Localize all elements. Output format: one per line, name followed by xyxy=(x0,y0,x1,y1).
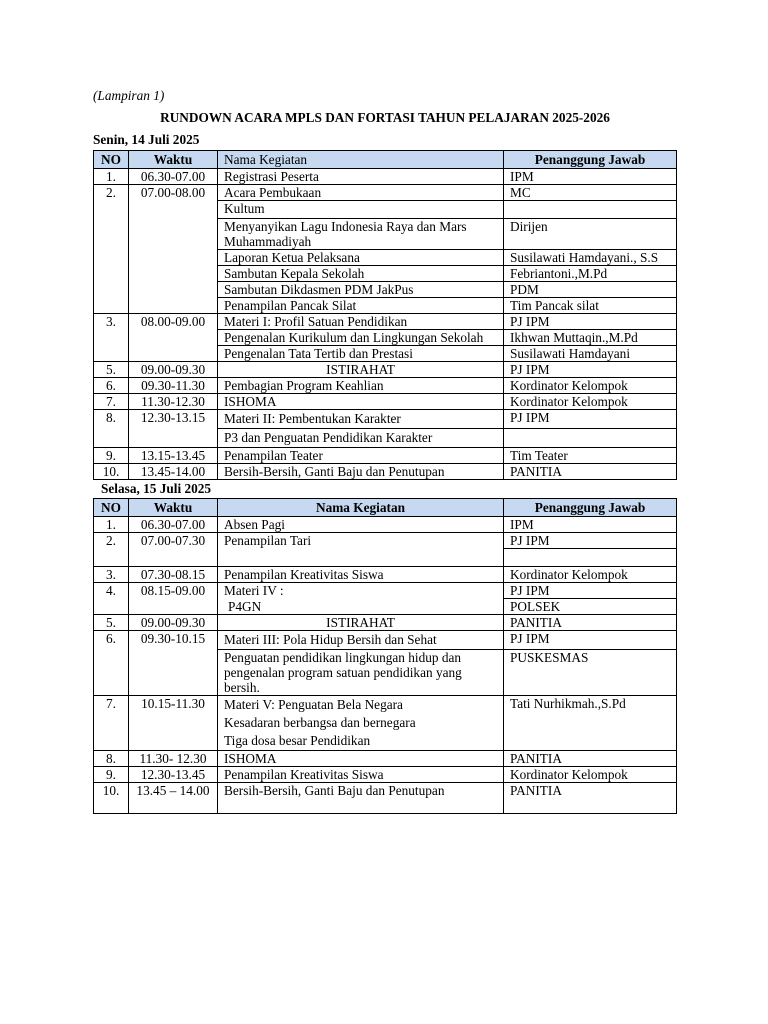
table-row xyxy=(94,767,677,783)
table-header-row xyxy=(94,499,677,517)
cell-no: 6. xyxy=(94,631,129,696)
table-row xyxy=(94,378,677,394)
kegiatan-line: Kesadaran berbangsa dan bernegara xyxy=(224,715,416,730)
kegiatan-line: Materi V: Penguatan Bela Negara xyxy=(224,697,403,712)
table-row xyxy=(94,185,677,201)
cell-waktu: 09.00-09.30 xyxy=(129,362,218,378)
table-header-row xyxy=(94,151,677,169)
cell-pj: Ikhwan Muttaqin.,M.Pd xyxy=(504,330,677,346)
table-row xyxy=(94,696,677,751)
table-row xyxy=(94,533,677,549)
cell-no: 7. xyxy=(94,394,129,410)
cell-no: 6. xyxy=(94,378,129,394)
table-row xyxy=(94,410,677,429)
cell-waktu: 07.00-07.30 xyxy=(129,533,218,567)
cell-no: 5. xyxy=(94,362,129,378)
table-row xyxy=(94,583,677,599)
table-row xyxy=(94,464,677,480)
header-kegiatan: Nama Kegiatan xyxy=(218,499,504,517)
cell-no: 5. xyxy=(94,615,129,631)
cell-pj: Susilawati Hamdayani xyxy=(504,346,677,362)
cell-pj: PJ IPM xyxy=(504,410,677,429)
cell-pj: Febriantoni.,M.Pd xyxy=(504,266,677,282)
cell-pj: MC xyxy=(504,185,677,201)
cell-pj: Kordinator Kelompok xyxy=(504,767,677,783)
cell-pj: IPM xyxy=(504,169,677,185)
table-row xyxy=(94,517,677,533)
cell-no: 2. xyxy=(94,185,129,314)
schedule-table-day1 xyxy=(93,150,677,480)
header-waktu: Waktu xyxy=(129,151,218,169)
cell-kegiatan: Laporan Ketua Pelaksana xyxy=(218,250,504,266)
table-row xyxy=(94,567,677,583)
document-title: RUNDOWN ACARA MPLS DAN FORTASI TAHUN PELAJARAN 2025-2026 xyxy=(160,110,610,125)
cell-kegiatan: ISTIRAHAT xyxy=(218,362,504,378)
cell-kegiatan: P4GN xyxy=(218,599,504,615)
cell-pj: PANITIA xyxy=(504,464,677,480)
cell-waktu: 09.30-10.15 xyxy=(129,631,218,696)
cell-kegiatan: Materi IV : xyxy=(218,583,504,599)
cell-pj: PJ IPM xyxy=(504,362,677,378)
cell-pj: Kordinator Kelompok xyxy=(504,394,677,410)
schedule-table-day2 xyxy=(93,498,677,814)
table-row xyxy=(94,631,677,650)
cell-no: 10. xyxy=(94,464,129,480)
table-row xyxy=(94,783,677,814)
cell-pj-empty xyxy=(504,549,677,567)
header-waktu: Waktu xyxy=(129,499,218,517)
cell-pj: PANITIA xyxy=(504,615,677,631)
cell-pj xyxy=(504,201,677,219)
cell-waktu: 07.00-08.00 xyxy=(129,185,218,314)
cell-kegiatan: ISHOMA xyxy=(218,394,504,410)
cell-waktu: 07.30-08.15 xyxy=(129,567,218,583)
cell-pj: PJ IPM xyxy=(504,631,677,650)
cell-kegiatan: Bersih-Bersih, Ganti Baju dan Penutupan xyxy=(218,783,504,814)
cell-no: 7. xyxy=(94,696,129,751)
cell-kegiatan: Penampilan Teater xyxy=(218,448,504,464)
cell-pj: PJ IPM xyxy=(504,533,677,549)
cell-pj: Tati Nurhikmah.,S.Pd xyxy=(504,696,677,751)
cell-kegiatan: Penampilan Kreativitas Siswa xyxy=(218,567,504,583)
table-row xyxy=(94,751,677,767)
cell-waktu: 13.15-13.45 xyxy=(129,448,218,464)
cell-pj: Tim Pancak silat xyxy=(504,298,677,314)
cell-no: 8. xyxy=(94,410,129,448)
table-row xyxy=(94,448,677,464)
cell-waktu: 09.00-09.30 xyxy=(129,615,218,631)
header-kegiatan: Nama Kegiatan xyxy=(218,151,504,169)
cell-waktu: 09.30-11.30 xyxy=(129,378,218,394)
cell-kegiatan: Sambutan Kepala Sekolah xyxy=(218,266,504,282)
cell-pj: Susilawati Hamdayani., S.S xyxy=(504,250,677,266)
cell-pj: PANITIA xyxy=(504,783,677,814)
cell-pj: Kordinator Kelompok xyxy=(504,567,677,583)
cell-kegiatan: Materi I: Profil Satuan Pendidikan xyxy=(218,314,504,330)
cell-pj: Kordinator Kelompok xyxy=(504,378,677,394)
cell-kegiatan: Registrasi Peserta xyxy=(218,169,504,185)
cell-pj xyxy=(504,429,677,448)
table-row xyxy=(94,394,677,410)
day1-heading: Senin, 14 Juli 2025 xyxy=(93,132,200,147)
header-no: NO xyxy=(94,499,129,517)
cell-kegiatan xyxy=(218,696,504,751)
cell-no: 10. xyxy=(94,783,129,814)
cell-kegiatan: ISHOMA xyxy=(218,751,504,767)
cell-no: 9. xyxy=(94,767,129,783)
cell-kegiatan: Pengenalan Tata Tertib dan Prestasi xyxy=(218,346,504,362)
cell-kegiatan: ISTIRAHAT xyxy=(218,615,504,631)
cell-pj: Tim Teater xyxy=(504,448,677,464)
cell-kegiatan: Penampilan Kreativitas Siswa xyxy=(218,767,504,783)
header-pj: Penanggung Jawab xyxy=(504,151,677,169)
cell-waktu: 08.15-09.00 xyxy=(129,583,218,615)
table-row xyxy=(94,169,677,185)
cell-waktu: 13.45-14.00 xyxy=(129,464,218,480)
header-no: NO xyxy=(94,151,129,169)
day2-heading: Selasa, 15 Juli 2025 xyxy=(101,481,212,496)
cell-pj: PDM xyxy=(504,282,677,298)
cell-kegiatan: Penguatan pendidikan lingkungan hidup dan pengenalan program satuan pendidikan yang bersih. xyxy=(218,650,504,696)
cell-kegiatan: Pengenalan Kurikulum dan Lingkungan Sekolah xyxy=(218,330,504,346)
table-row xyxy=(94,362,677,378)
cell-kegiatan: Penampilan Tari xyxy=(218,533,504,567)
cell-pj: PANITIA xyxy=(504,751,677,767)
cell-pj: PJ IPM xyxy=(504,314,677,330)
cell-no: 8. xyxy=(94,751,129,767)
table-row xyxy=(94,615,677,631)
cell-no: 9. xyxy=(94,448,129,464)
header-pj: Penanggung Jawab xyxy=(504,499,677,517)
cell-pj: Dirijen xyxy=(504,219,677,250)
cell-kegiatan: Bersih-Bersih, Ganti Baju dan Penutupan xyxy=(218,464,504,480)
cell-kegiatan: Menyanyikan Lagu Indonesia Raya dan Mars Muhammadiyah xyxy=(218,219,504,250)
cell-kegiatan: Pembagian Program Keahlian xyxy=(218,378,504,394)
cell-kegiatan: Materi II: Pembentukan Karakter xyxy=(218,410,504,429)
table-row xyxy=(94,314,677,330)
cell-no: 1. xyxy=(94,517,129,533)
cell-waktu: 12.30-13.45 xyxy=(129,767,218,783)
cell-no: 3. xyxy=(94,314,129,362)
cell-waktu: 11.30-12.30 xyxy=(129,394,218,410)
document-page xyxy=(93,86,677,814)
cell-waktu: 06.30-07.00 xyxy=(129,169,218,185)
cell-kegiatan: Materi III: Pola Hidup Bersih dan Sehat xyxy=(218,631,504,650)
cell-waktu: 13.45 – 14.00 xyxy=(129,783,218,814)
cell-waktu: 12.30-13.15 xyxy=(129,410,218,448)
cell-kegiatan: Sambutan Dikdasmen PDM JakPus xyxy=(218,282,504,298)
cell-pj: IPM xyxy=(504,517,677,533)
cell-pj: PJ IPM xyxy=(504,583,677,599)
cell-waktu: 08.00-09.00 xyxy=(129,314,218,362)
cell-kegiatan: Acara Pembukaan xyxy=(218,185,504,201)
cell-waktu: 06.30-07.00 xyxy=(129,517,218,533)
cell-pj: PUSKESMAS xyxy=(504,650,677,696)
cell-waktu: 11.30- 12.30 xyxy=(129,751,218,767)
cell-waktu: 10.15-11.30 xyxy=(129,696,218,751)
cell-kegiatan: Penampilan Pancak Silat xyxy=(218,298,504,314)
attachment-label: (Lampiran 1) xyxy=(93,88,165,103)
cell-pj: POLSEK xyxy=(504,599,677,615)
cell-kegiatan: P3 dan Penguatan Pendidikan Karakter xyxy=(218,429,504,448)
cell-kegiatan: Kultum xyxy=(218,201,504,219)
cell-no: 3. xyxy=(94,567,129,583)
cell-kegiatan: Absen Pagi xyxy=(218,517,504,533)
kegiatan-line: Tiga dosa besar Pendidikan xyxy=(224,733,371,748)
cell-no: 2. xyxy=(94,533,129,567)
cell-no: 1. xyxy=(94,169,129,185)
cell-no: 4. xyxy=(94,583,129,615)
